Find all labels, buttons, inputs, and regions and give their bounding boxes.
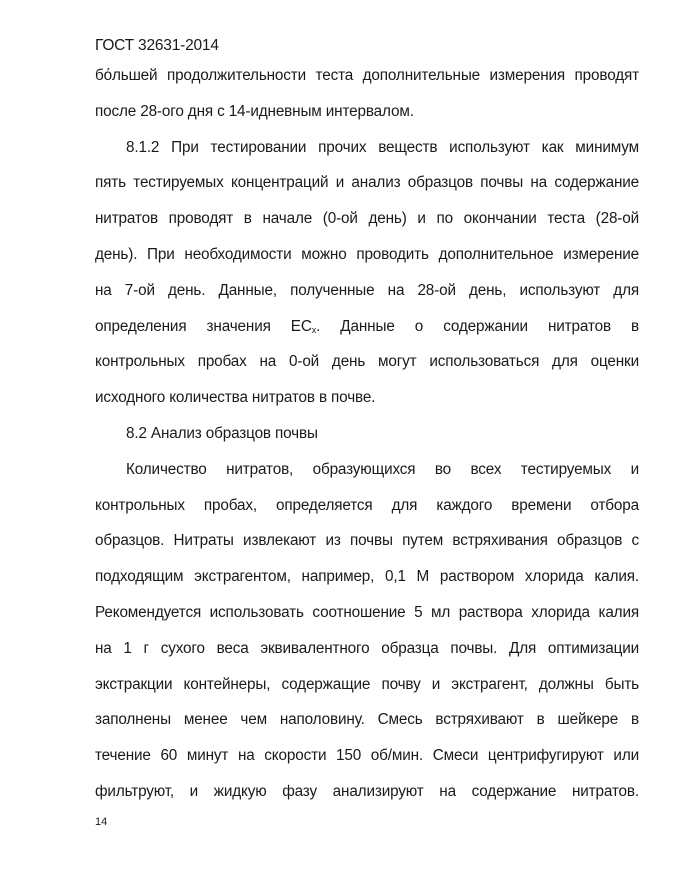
- text-line: после 28-ого дня с 14-идневным интервалом.: [95, 102, 414, 120]
- text-line: контрольных пробах на 0-ой день могут использоваться для оценки: [95, 353, 639, 371]
- section-heading: 8.2 Анализ образцов почвы: [126, 424, 318, 442]
- text-line: день). При необходимости можно проводить дополнительное измерение: [95, 245, 639, 263]
- text-fragment: определения значения EC: [95, 317, 312, 335]
- text-line: образцов. Нитраты извлекают из почвы путем встряхивания образцов с: [95, 532, 639, 550]
- ec-subscript: x: [311, 324, 317, 335]
- text-line: нитратов проводят в начале (0-ой день) и по окончании теста (28-ой: [95, 210, 639, 228]
- body-text: [95, 58, 639, 810]
- text-line: 8.1.2 При тестировании прочих веществ используют как минимум: [126, 138, 639, 156]
- text-line: исходного количества нитратов в почве.: [95, 389, 376, 407]
- text-line: на 1 г сухого веса эквивалентного образца почвы. Для оптимизации: [95, 639, 639, 657]
- text-line: контрольных пробах, определяется для каждого времени отбора: [95, 496, 639, 514]
- text-line: подходящим экстрагентом, например, 0,1 М раствором хлорида калия.: [95, 568, 639, 586]
- text-line: Рекомендуется использовать соотношение 5 мл раствора хлорида калия: [95, 603, 639, 621]
- page-number: 14: [95, 816, 108, 828]
- text-fragment: . Данные о содержании нитратов в: [316, 317, 639, 335]
- text-line: фильтруют, и жидкую фазу анализируют на содержание нитратов.: [95, 782, 639, 800]
- standard-header: ГОСТ 32631-2014: [95, 37, 219, 54]
- text-line: на 7-ой день. Данные, полученные на 28-ой день, используют для: [95, 281, 639, 299]
- text-line: течение 60 минут на скорости 150 об/мин. Смеси центрифугируют или: [95, 747, 639, 765]
- text-line: пять тестируемых концентраций и анализ образцов почвы на содержание: [95, 174, 639, 192]
- text-line: экстракции контейнеры, содержащие почву и экстрагент, должны быть: [95, 675, 639, 693]
- text-line: заполнены менее чем наполовину. Смесь встряхивают в шейкере в: [95, 711, 639, 729]
- text-line: Количество нитратов, образующихся во всех тестируемых и: [126, 460, 639, 478]
- text-line: бόльшей продолжительности теста дополнительные измерения проводят: [95, 67, 639, 84]
- text-line-with-subscript: [95, 309, 639, 345]
